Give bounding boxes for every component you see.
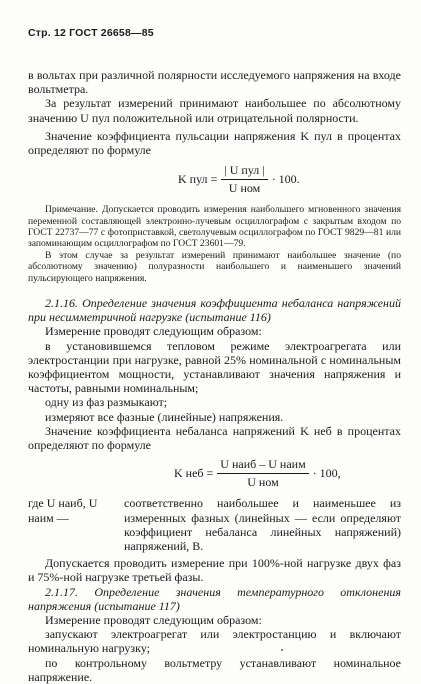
formula-tail: · 100, [312, 466, 341, 481]
definition-label: где U наиб, U наим — [28, 496, 98, 525]
formula-lhs: K пул = [178, 172, 218, 187]
paragraph: измеряют все фазные (линейные) напряжения. [45, 409, 284, 424]
paragraph: запускают электроагрегат или электростанцию и включают номинальную нагрузку; [28, 627, 401, 656]
formula-lhs: K неб = [174, 466, 214, 481]
formula-denominator: U ном [228, 181, 261, 196]
paragraph: в вольтах при различной полярности исследуемого напряжения на входе вольтметра. [28, 68, 401, 97]
formula-fraction [221, 163, 267, 196]
formula-tail: · 100. [271, 172, 300, 187]
formula-fraction [217, 457, 308, 490]
definition-row [28, 496, 401, 553]
paragraph: Измерение проводят следующим образом: [45, 324, 262, 339]
paragraph: Допускается проводить измерение при 100%-ной нагрузке двух фаз и 75%-ной нагрузке третьей фазы. [28, 556, 401, 585]
paragraph: Значение коэффициента небаланса напряжений K неб в процентах определяют по формуле [28, 423, 401, 453]
paragraph: За результат измерений принимают наибольшее по абсолютному значению U пул положительной или отрицательной полярности. [28, 96, 401, 125]
paragraph: Значение коэффициента пульсации напряжения K пул в процентах определяют по формуле [28, 128, 401, 158]
note: В этом случае за результат измерений принимают наибольшее значение (по абсолютному значению) полуразности наибольшего и наименьшего значений пульсирующего напряжения. [28, 249, 401, 284]
print-speck [281, 649, 283, 651]
paragraph: одну из фаз размыкают; [45, 395, 168, 410]
note: Примечание. Допускается проводить измерения наибольшего мгновенного значения переменной составляющей электронно-лучевым осциллографом с закрытым входом по ГОСТ 22737—77 с фотоприставкой, светолучевым осциллографом по ГОСТ 9829—81 или запоминающим осциллографом по ГОСТ 23601—79. [28, 204, 401, 250]
formula-numerator: U наиб – U наим [217, 457, 308, 474]
paragraph: Измерение проводят следующим образом: [45, 612, 262, 627]
formula-unbalance [174, 457, 401, 490]
formula-denominator: U ном [247, 475, 279, 490]
section-heading-2-1-17: 2.1.17. Определение значения температурного отклонения напряжения (испытание 117) [28, 584, 401, 613]
page-header: Стр. 12 ГОСТ 26658—85 [28, 27, 154, 39]
paragraph: по контрольному вольтметру устанавливают номинальное напряжение. [28, 655, 401, 684]
definition-text: соответственно наибольшее и наименьшее из измеренных фазных (линейных — если определяют коэффициент небаланса линейных напряжений) напряжений, В. [124, 496, 401, 553]
page-content [28, 68, 401, 684]
formula-numerator: | U пул | [221, 163, 267, 180]
paragraph: в установившемся тепловом режиме электроагрегата или электростанции при нагрузке, равной 25% номинальной с номинальным коэффициентом мощности, устанавливают значения напряжения и частоты, равными номинальным; [28, 338, 401, 396]
section-heading-2-1-16: 2.1.16. Определение значения коэффициента небаланса напряжений при несимметричной нагрузке (испытание 116) [28, 296, 401, 325]
formula-ripple [178, 163, 401, 196]
